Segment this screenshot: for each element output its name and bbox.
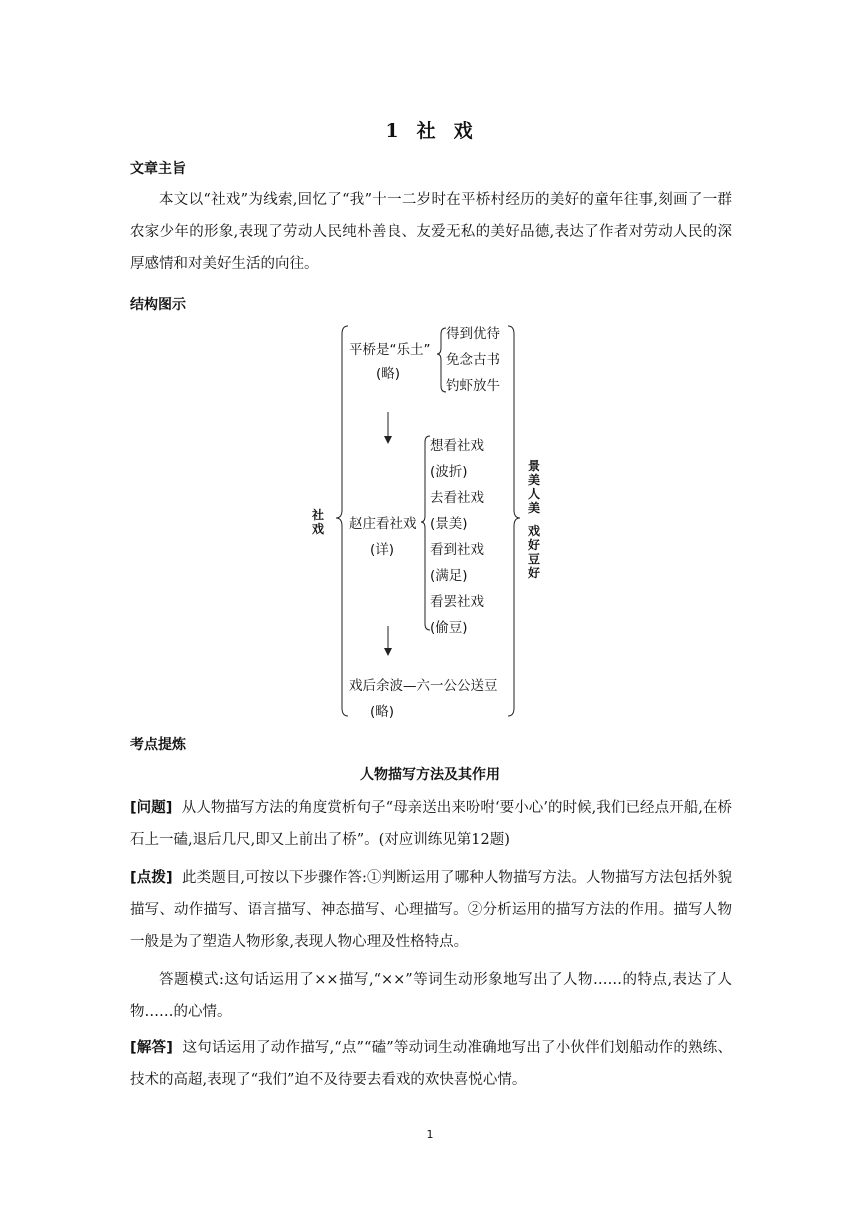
part2-brace (421, 436, 430, 630)
hint-paragraph (130, 862, 732, 958)
title-part-1: 社 (416, 120, 438, 142)
part2-item: 看罢社戏 (430, 594, 484, 610)
summary-column-2: 戏好豆好 (527, 524, 540, 580)
part2-title: 赵庄看社戏 (349, 516, 417, 532)
part1-item: 钓虾放牛 (446, 378, 500, 394)
summary-column-1: 景美人美 (527, 459, 540, 515)
part1-note: (略) (376, 366, 401, 382)
structure-heading: 结构图示 (130, 297, 186, 313)
diagram-root-char: 社 (311, 508, 324, 522)
page-number: 1 (426, 1128, 434, 1141)
diagram-root-char: 戏 (311, 522, 324, 536)
template-paragraph: 答题模式:这句话运用了××描写,“××”等词生动形象地写出了人物……的特点,表达了人物……的心情。 (130, 972, 732, 1020)
answer-tag: [解答] (130, 1040, 173, 1056)
answer-text: 这句话运用了动作描写,“点”“磕”等动词生动准确地写出了小伙伴们划船动作的熟练、技术的高超,表现了“我们”迫不及待要去看戏的欢快喜悦心情。 (130, 1040, 732, 1088)
theme-heading: 文章主旨 (130, 161, 186, 177)
answer-paragraph (130, 1032, 732, 1096)
part2-item: (偷豆) (430, 620, 468, 636)
part2-note: (详) (370, 542, 395, 558)
part3-note: (略) (370, 704, 395, 720)
part1-brace (437, 328, 446, 392)
part3-title: 戏后余波—六一公公送豆 (349, 678, 498, 694)
part1-item: 免念古书 (446, 352, 500, 368)
part1-title: 平桥是“乐土” (349, 342, 431, 358)
part1-item: 得到优待 (446, 326, 500, 342)
question-paragraph (130, 792, 732, 856)
question-text: 从人物描写方法的角度赏析句子“母亲送出来吩咐‘要小心’的时候,我们已经点开船,在桥石上一磕,退后几尺,即又上前出了桥”。(对应训练见第12题) (130, 800, 732, 848)
part2-item: 去看社戏 (430, 490, 484, 506)
points-title: 人物描写方法及其作用 (360, 767, 500, 783)
structure-diagram (300, 318, 560, 724)
part2-item: 想看社戏 (430, 438, 484, 454)
title-number: 1 (385, 120, 401, 142)
main-right-brace (508, 326, 520, 716)
theme-paragraph: 本文以“社戏”为线索,回忆了“我”十一二岁时在平桥村经历的美好的童年往事,刻画了一群农家少年的形象,表现了劳动人民纯朴善良、友爱无私的美好品德,表达了作者对劳动人民的深厚感情和对美好生活的向往。 (130, 192, 732, 272)
part2-item: (景美) (430, 516, 468, 532)
hint-text: 此类题目,可按以下步骤作答:①判断运用了哪种人物描写方法。人物描写方法包括外貌描写、动作描写、语言描写、神态描写、心理描写。②分析运用的描写方法的作用。描写人物一般是为了塑造人物形象,表现人物心理及性格特点。 (130, 870, 732, 950)
main-left-brace (336, 326, 348, 716)
points-heading: 考点提炼 (130, 737, 186, 753)
page-title (0, 116, 860, 143)
title-part-2: 戏 (453, 120, 475, 142)
hint-tag: [点拨] (130, 870, 173, 886)
part2-item: 看到社戏 (430, 542, 484, 558)
part2-item: (满足) (430, 568, 468, 584)
question-tag: [问题] (130, 800, 173, 816)
part2-item: (波折) (430, 464, 468, 480)
